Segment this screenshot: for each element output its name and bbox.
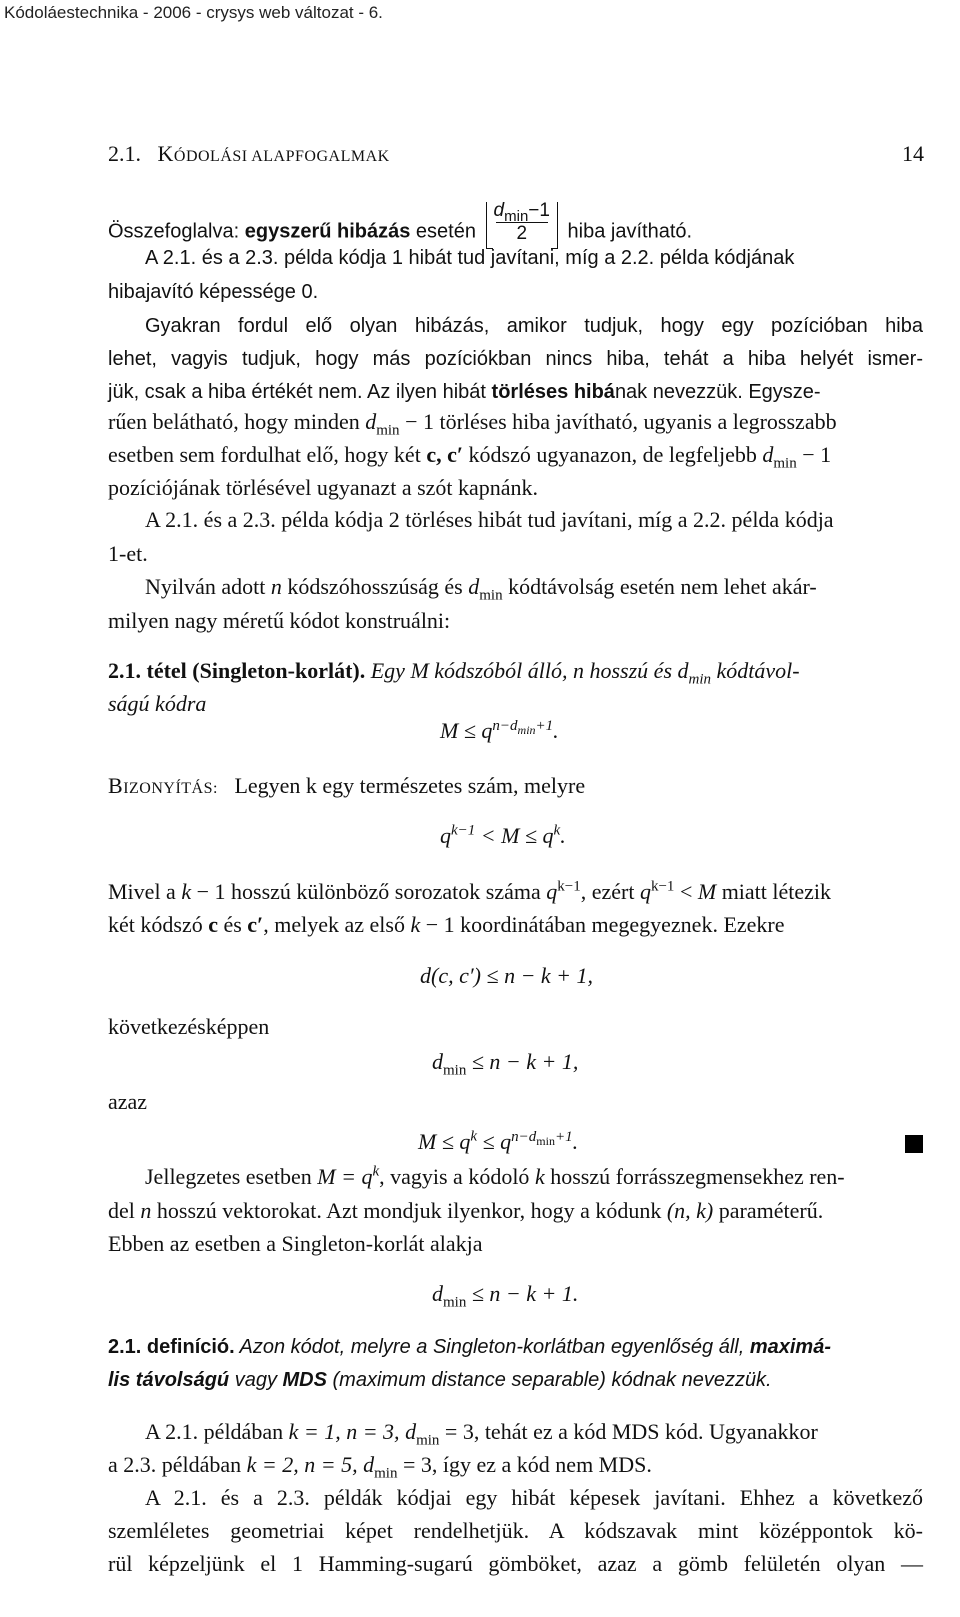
- p6-line2: a 2.3. példában k = 2, n = 5, $d_{min} = 3$, így ez a kód nem MDS.: [108, 1452, 652, 1482]
- p5-line1: Jellegzetes esetben $M = q^k$, vagyis a kódoló k hosszú forrásszegmensekhez ren-: [145, 1163, 845, 1189]
- p1-line2: hibajavító képessége 0.: [108, 281, 319, 303]
- p2-line2: lehet, vagyis tudjuk, hogy más pozíciókban nincs hiba, tehát a hiba helyét ismer-: [108, 348, 923, 370]
- definition-label: 2.1. definíció.: [108, 1336, 235, 1358]
- qed-square-icon: [905, 1135, 923, 1153]
- proof-formula1: $q^{k-1} < M \le q^k$.: [440, 822, 566, 848]
- p7-line2: szemléletes geometriai képet rendelhetjük. A kódszavak mint középpontok kö-: [108, 1518, 923, 1543]
- theorem-formula: $M \le q^{n-d_{min}+1}$.: [440, 717, 559, 743]
- proof-line3: két kódszó c és c′, melyek az első k − 1 koordinátában megegyeznek. Ezekre: [108, 912, 785, 937]
- p2-line6: pozíciójának törlésével ugyanazt a szót kapnánk.: [108, 475, 539, 500]
- p5-line2: del n hosszú vektorokat. Azt mondjuk ilyenkor, hogy a kódunk (n, k) paraméterű.: [108, 1198, 824, 1223]
- p5-line3: Ebben az esetben a Singleton-korlát alakja: [108, 1231, 483, 1256]
- p4-line2: milyen nagy méretű kódot konstruálni:: [108, 608, 451, 633]
- p1-line1: A 2.1. és a 2.3. példa kódja 1 hibát tud javítani, míg a 2.2. példa kódjának: [145, 247, 795, 269]
- p5-formula: $d_{min} \le n - k + 1$.: [432, 1281, 579, 1311]
- definition-line1: 2.1. definíció. Azon kódot, melyre a Singleton-korlátban egyenlőség áll, maximá-: [108, 1336, 831, 1358]
- p3-line1: A 2.1. és a 2.3. példa kódja 2 törléses hibát tud javítani, míg a 2.2. példa kódja: [145, 507, 834, 532]
- p6-line1: A 2.1. példában k = 1, n = 3, $d_{min} = 3$, tehát ez a kód MDS kód. Ugyanakkor: [145, 1419, 818, 1449]
- p7-line3: rül képzeljünk el 1 Hamming-sugarú gömböket, azaz a gömb felületén olyan —: [108, 1551, 923, 1576]
- p2-line5: esetben sem fordulhat elő, hogy két c, c′ kódszó ugyanazon, de legfeljebb $d_{min} - 1$: [108, 442, 832, 472]
- proof-formula3: $d_{min} \le n - k + 1$,: [432, 1049, 579, 1079]
- running-header: [108, 140, 390, 171]
- proof-word-azaz: azaz: [108, 1089, 148, 1114]
- proof-label: BIZONYÍTÁS:: [108, 773, 218, 798]
- p3-line2: 1-et.: [108, 541, 148, 566]
- p4-line1: Nyilván adott n kódszóhosszúság és $d_{min}$ kódtávolság esetén nem lehet akár-: [145, 574, 817, 604]
- theorem-line1: 2.1. tétel (Singleton-korlát). Egy M kódszóból álló, n hosszú és $d_{min}$ kódtávol-: [108, 658, 800, 688]
- p7-line1: A 2.1. és a 2.3. példák kódjai egy hibát képesek javítani. Ehhez a következő: [145, 1485, 923, 1510]
- bold-term-torleses: törléses hibá: [491, 381, 615, 403]
- proof-line1: BIZONYÍTÁS: Legyen k egy természetes szám, melyre: [108, 773, 586, 798]
- theorem-label: 2.1. tétel (Singleton-korlát).: [108, 658, 366, 683]
- proof-line2: Mivel a k − 1 hosszú különböző sorozatok száma $q^{k-1}$, ezért $q^{k-1} < M$ miatt létezik: [108, 878, 832, 904]
- page-number: 14: [902, 141, 924, 166]
- proof-word-kovetkezeskeppen: következésképpen: [108, 1014, 270, 1039]
- floor-fraction: $\frac{d_{min}-1}{2}$: [486, 200, 558, 252]
- summary-line: Összefoglalva: egyszerű hibázás esetén $\frac{d_{min}-1}{2}$ hiba javítható.: [108, 206, 692, 258]
- p2-line1: Gyakran fordul elő olyan hibázás, amikor tudjuk, hogy egy pozícióban hiba: [145, 315, 923, 337]
- p2-line4: rűen belátható, hogy minden $d_{min} - 1$ törléses hiba javítható, ugyanis a legrosszabb: [108, 409, 837, 439]
- window-title: Kódoláestechnika - 2006 - crysys web változat - 6.: [4, 3, 383, 22]
- header-section-number: 2.1.: [108, 141, 141, 166]
- proof-formula2: d(c, c′) ≤ n − k + 1,: [420, 963, 594, 988]
- header-section-title: KÓDOLÁSI ALAPFOGALMAK: [157, 141, 390, 166]
- theorem-line2: ságú kódra: [108, 691, 207, 716]
- proof-formula4: $M \le q^k \le q^{n-d_{min}+1}$.: [418, 1128, 579, 1154]
- definition-line2: lis távolságú vagy MDS (maximum distance separable) kódnak nevezzük.: [108, 1369, 772, 1391]
- p2-line3: jük, csak a hiba értékét nem. Az ilyen hibát törléses hibának nevezzük. Egysze-: [108, 381, 821, 403]
